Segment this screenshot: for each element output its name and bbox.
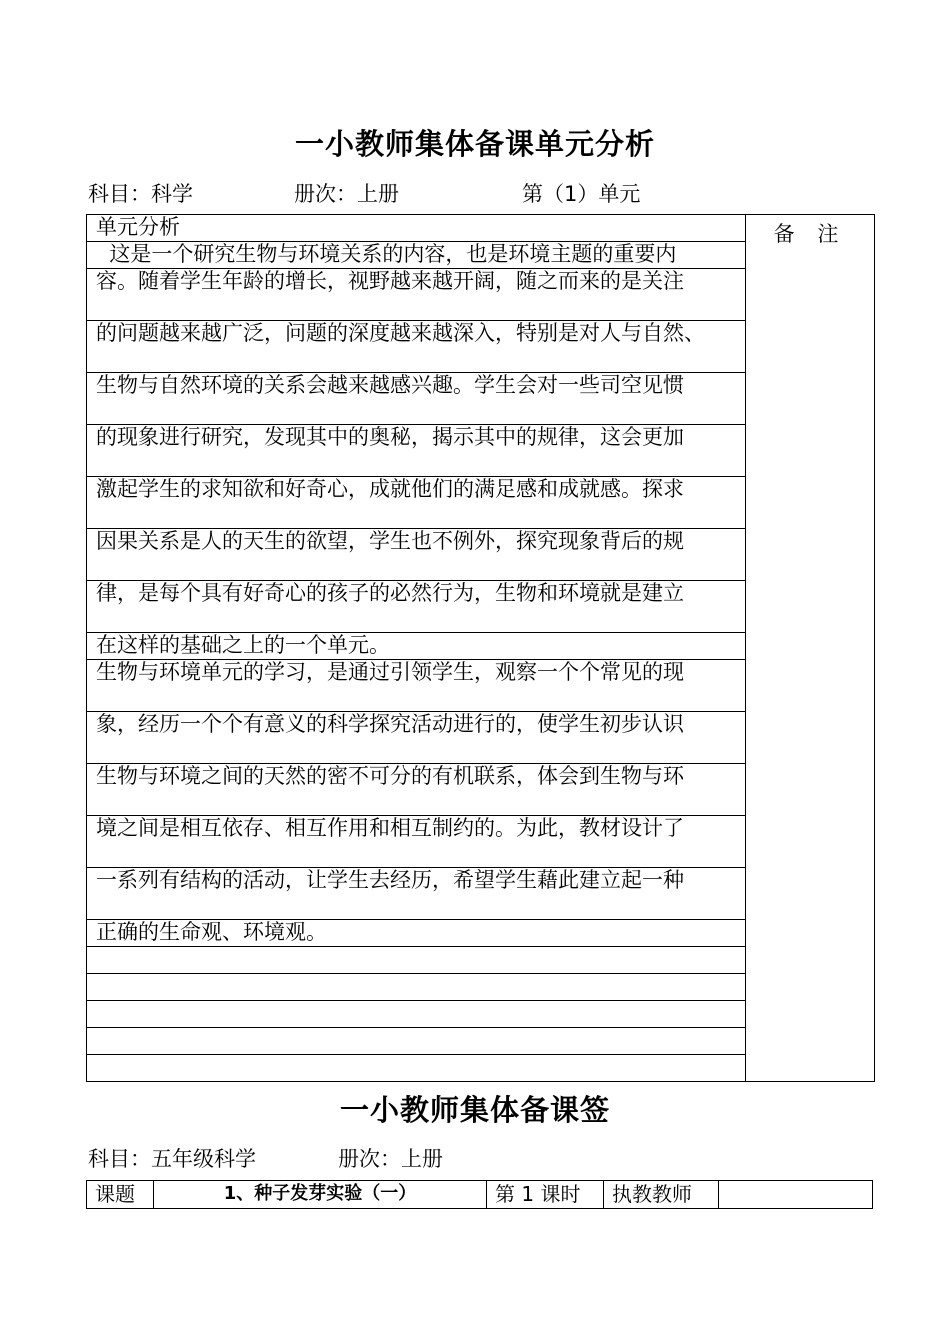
analysis-line: 生物与环境单元的学习，是通过引领学生，观察一个个常见的现 — [87, 660, 746, 712]
analysis-line: 容。随着学生年龄的增长，视野越来越开阔，随之而来的是关注 — [87, 269, 746, 321]
analysis-line: 一系列有结构的活动，让学生去经历，希望学生藉此建立起一种 — [87, 868, 746, 920]
topic-value: 1、种子发芽实验（一） — [154, 1181, 487, 1209]
analysis-line: 因果关系是人的天生的欲望，学生也不例外，探究现象背后的规 — [87, 529, 746, 581]
topic-label: 课题 — [87, 1181, 154, 1209]
analysis-line: 的现象进行研究，发现其中的奥秘，揭示其中的规律，这会更加 — [87, 425, 746, 477]
unit-analysis-title: 一小教师集体备课单元分析 — [294, 127, 655, 161]
analysis-line: 境之间是相互依存、相互作用和相互制约的。为此，教材设计了 — [87, 816, 746, 868]
empty-line — [87, 1001, 746, 1028]
analysis-line: 在这样的基础之上的一个单元。 — [87, 633, 746, 660]
unit-analysis-table — [86, 214, 875, 1082]
analysis-line: 激起学生的求知欲和好奇心，成就他们的满足感和成就感。探求 — [87, 477, 746, 529]
empty-line — [87, 1028, 746, 1055]
notes-column-header: 备 注 — [746, 215, 875, 1082]
period-label: 第 1 课时 — [487, 1181, 604, 1209]
empty-line — [87, 974, 746, 1001]
analysis-line: 象，经历一个个有意义的科学探究活动进行的，使学生初步认识 — [87, 712, 746, 764]
analysis-line: 生物与环境之间的天然的密不可分的有机联系，体会到生物与环 — [87, 764, 746, 816]
analysis-line: 这是一个研究生物与环境关系的内容，也是环境主题的重要内 — [87, 242, 746, 269]
lesson-volume-label: 册次：上册 — [338, 1147, 443, 1171]
unit-analysis-header: 单元分析 — [87, 215, 746, 242]
analysis-line: 正确的生命观、环境观。 — [87, 920, 746, 947]
teacher-label: 执教教师 — [604, 1181, 719, 1209]
volume-label: 册次：上册 — [294, 182, 399, 206]
empty-line — [87, 1055, 746, 1082]
lesson-subject-label: 科目：五年级科学 — [88, 1147, 256, 1171]
analysis-line: 生物与自然环境的关系会越来越感兴趣。学生会对一些司空见惯 — [87, 373, 746, 425]
analysis-line: 律，是每个具有好奇心的孩子的必然行为，生物和环境就是建立 — [87, 581, 746, 633]
empty-line — [87, 947, 746, 974]
teacher-value[interactable] — [719, 1181, 873, 1209]
lesson-table — [86, 1180, 873, 1209]
analysis-line: 的问题越来越广泛，问题的深度越来越深入，特别是对人与自然、 — [87, 321, 746, 373]
lesson-sign-title: 一小教师集体备课签 — [339, 1093, 610, 1127]
unit-label: 第（1）单元 — [522, 182, 641, 206]
subject-label: 科目：科学 — [88, 182, 193, 206]
